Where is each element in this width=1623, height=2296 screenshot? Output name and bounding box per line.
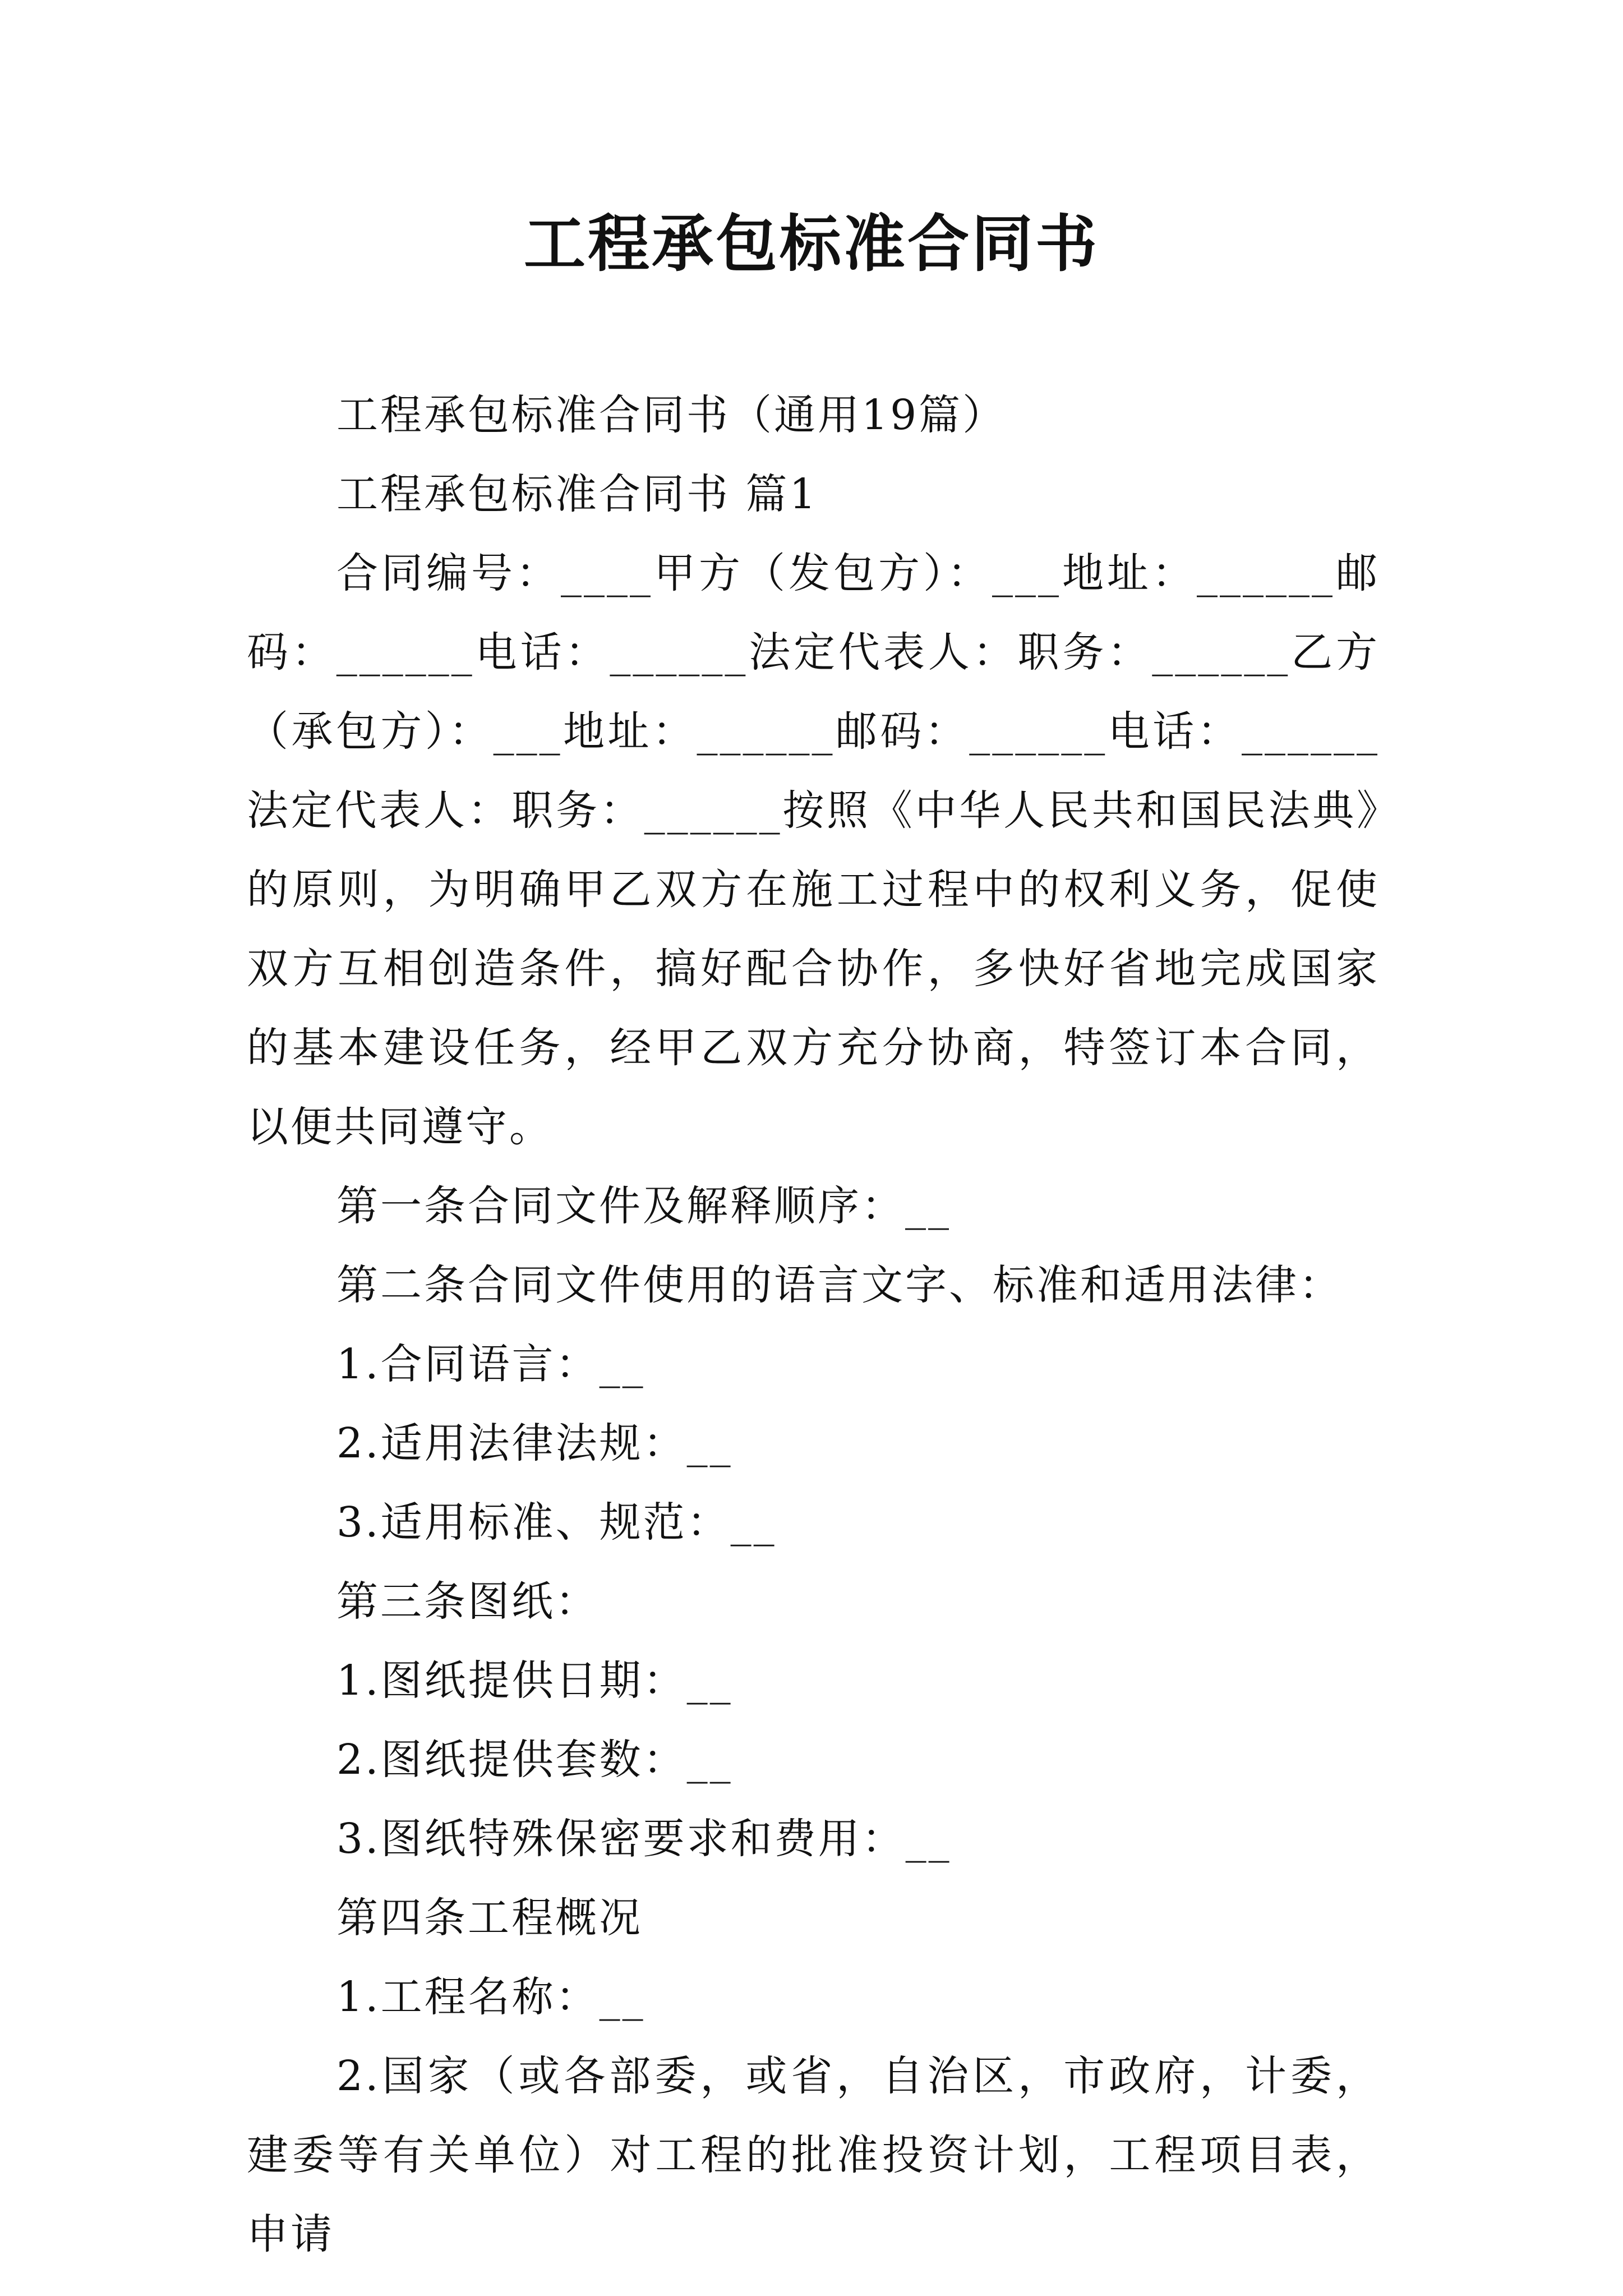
paragraph: 第二条合同文件使用的语言文字、标准和适用法律：	[336, 1261, 1343, 1309]
document-title: 工程承包标准合同书	[524, 208, 1099, 280]
paragraph: 工程承包标准合同书 篇1	[336, 470, 818, 518]
paragraph: 第一条合同文件及解释顺序：__	[336, 1182, 951, 1230]
paragraph: 2.适用法律法规：__	[336, 1419, 733, 1467]
paragraph: 1.合同语言：__	[336, 1340, 645, 1388]
paragraph: 3.图纸特殊保密要求和费用：__	[336, 1815, 952, 1863]
paragraph: 第三条图纸：	[336, 1577, 599, 1626]
document-body	[247, 376, 1380, 2274]
paragraph: 工程承包标准合同书（通用19篇）	[336, 391, 1007, 439]
paragraph: 第四条工程概况	[336, 1894, 643, 1942]
paragraph: 1.图纸提供日期：__	[336, 1657, 733, 1705]
paragraph: 1.工程名称：__	[336, 1973, 645, 2021]
paragraph: 合同编号：____甲方（发包方）：___地址：______邮码：______电话：______法定代表人：职务：______乙方（承包方）：___地址：______邮码：______电话：______法定代表人：职务：______按照《中华人民共和国民法典》的原则，为明确甲乙双方在施工过程中的权利义务，促使双方互相创造条件，搞好配合协作，多快好省地完成国家的基本建设任务，经甲乙双方充分协商，特签订本合同，以便共同遵守。	[247, 549, 1380, 1151]
paragraph: 3.适用标准、规范：__	[336, 1498, 777, 1547]
paragraph: 2.国家（或各部委，或省，自治区，市政府，计委，建委等有关单位）对工程的批准投资计划，工程项目表，申请	[247, 2052, 1380, 2258]
paragraph: 2.图纸提供套数：__	[336, 1736, 733, 1784]
